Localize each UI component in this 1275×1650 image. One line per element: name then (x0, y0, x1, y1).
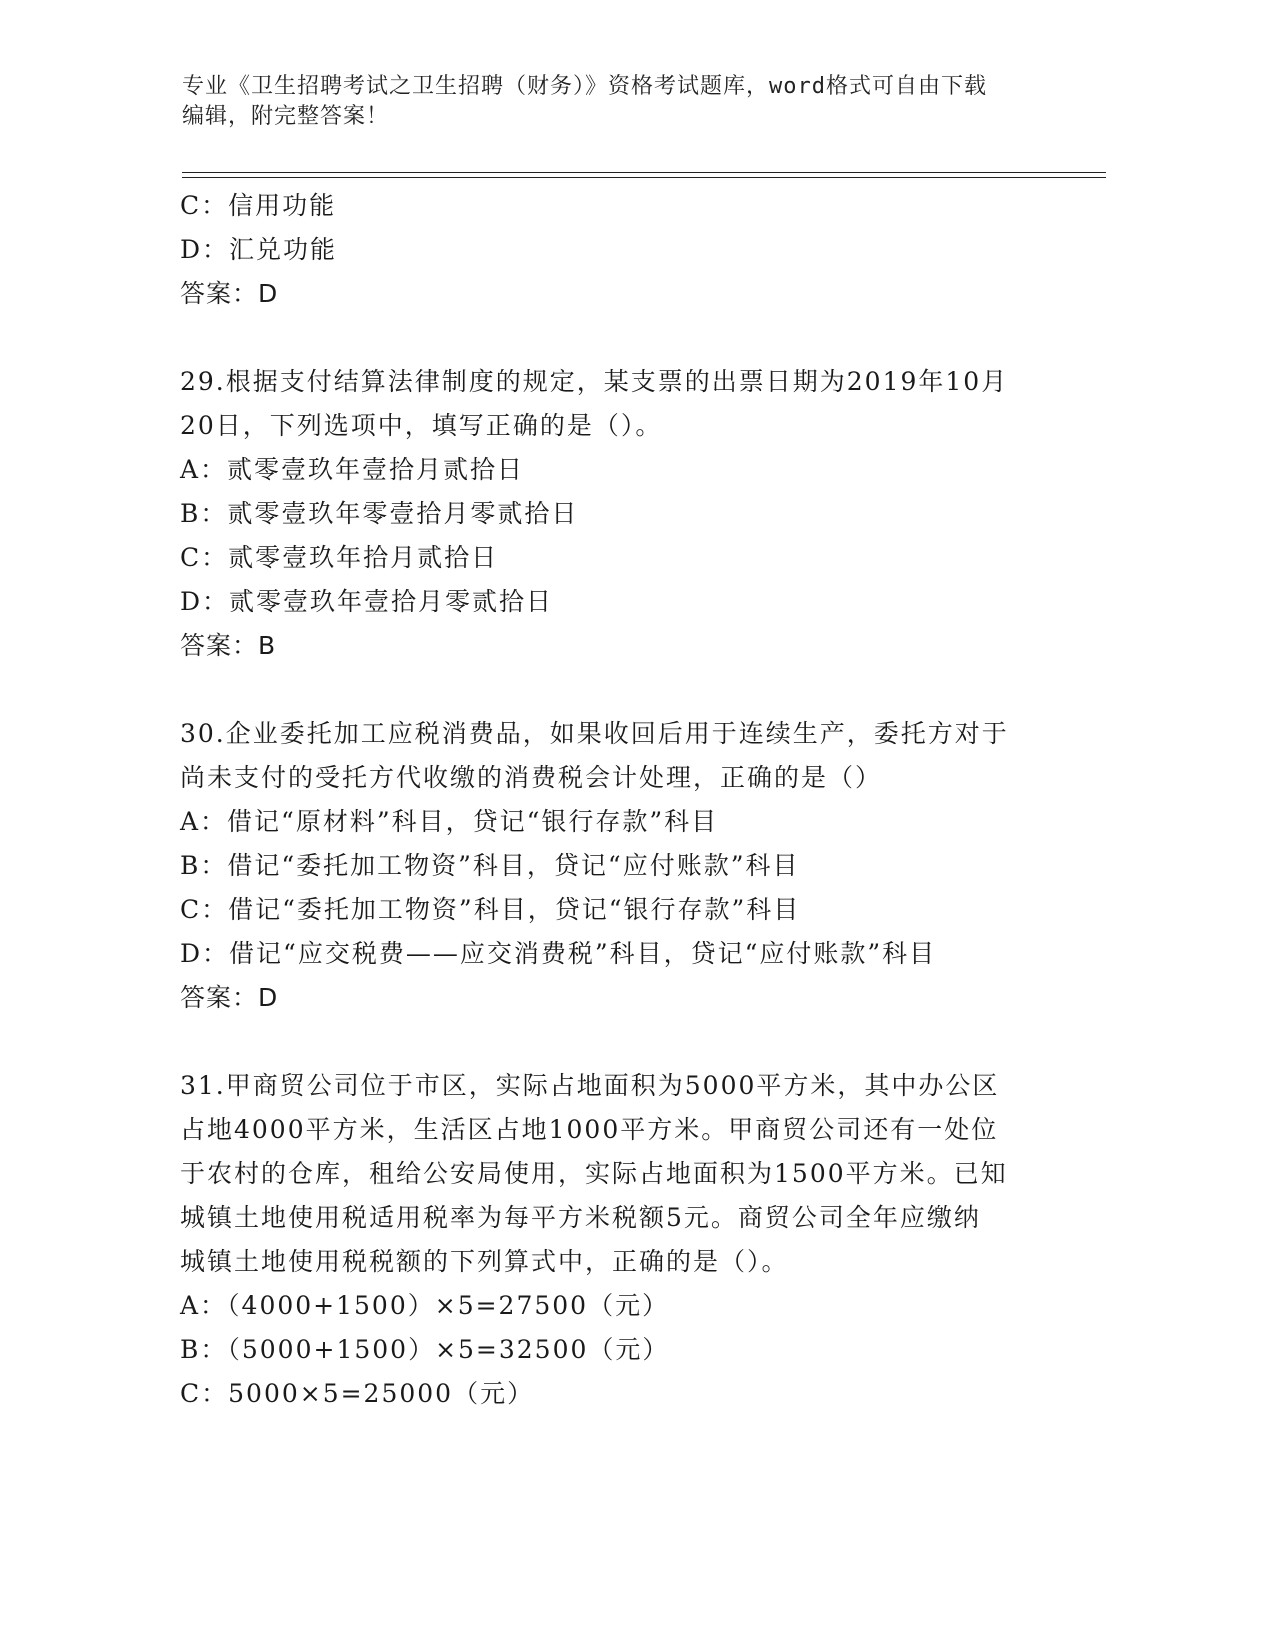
q28-option-c: C：信用功能 (180, 191, 337, 220)
q31-option-b: B：（5000+1500）×5=32500（元） (180, 1335, 670, 1364)
q30-option-a: A：借记“原材料”科目，贷记“银行存款”科目 (180, 807, 719, 836)
question-28-tail (180, 184, 1080, 316)
question-30 (180, 712, 1080, 1020)
q28-answer: 答案：D (180, 279, 279, 308)
q30-stem-line-2: 尚未支付的受托方代收缴的消费税会计处理，正确的是（） (180, 763, 883, 792)
q31-option-c: C：5000×5=25000（元） (180, 1379, 535, 1408)
header-divider-bottom (182, 177, 1106, 178)
q30-option-c: C：借记“委托加工物资”科目，贷记“银行存款”科目 (180, 895, 801, 924)
q28-option-d: D：汇兑功能 (180, 235, 338, 264)
question-31 (180, 1064, 1080, 1416)
q29-stem-line-2: 20日，下列选项中，填写正确的是（）。 (180, 411, 663, 440)
q29-option-d: D：贰零壹玖年壹拾月零贰拾日 (180, 587, 554, 616)
spacer (180, 668, 1080, 712)
header-line-1: 专业《卫生招聘考试之卫生招聘（财务）》资格考试题库，word格式可自由下载 (182, 74, 987, 99)
spacer (180, 1020, 1080, 1064)
q29-answer: 答案：B (180, 631, 277, 660)
header-line-2: 编辑，附完整答案！ (182, 104, 390, 129)
q31-stem-line-4: 城镇土地使用税适用税率为每平方米税额5元。商贸公司全年应缴纳 (180, 1203, 981, 1232)
header-divider-top (182, 172, 1106, 173)
q31-stem-line-1: 31.甲商贸公司位于市区，实际占地面积为5000平方米，其中办公区 (180, 1071, 1000, 1100)
q31-stem-line-5: 城镇土地使用税税额的下列算式中，正确的是（）。 (180, 1247, 789, 1276)
q29-stem-line-1: 29.根据支付结算法律制度的规定，某支票的出票日期为2019年10月 (180, 367, 1009, 396)
q30-option-d: D：借记“应交税费——应交消费税”科目，贷记“应付账款”科目 (180, 939, 937, 968)
q31-stem-line-3: 于农村的仓库，租给公安局使用，实际占地面积为1500平方米。已知 (180, 1159, 1008, 1188)
document-header (182, 72, 1062, 132)
question-content (180, 184, 1080, 1416)
q30-answer: 答案：D (180, 983, 279, 1012)
q31-stem-line-2: 占地4000平方米，生活区占地1000平方米。甲商贸公司还有一处位 (180, 1115, 999, 1144)
q30-stem-line-1: 30.企业委托加工应税消费品，如果收回后用于连续生产，委托方对于 (180, 719, 1009, 748)
q29-option-b: B：贰零壹玖年零壹拾月零贰拾日 (180, 499, 579, 528)
question-29 (180, 360, 1080, 668)
spacer (180, 316, 1080, 360)
q30-option-b: B：借记“委托加工物资”科目，贷记“应付账款”科目 (180, 851, 800, 880)
q29-option-a: A：贰零壹玖年壹拾月贰拾日 (180, 455, 525, 484)
q31-option-a: A：（4000+1500）×5=27500（元） (180, 1291, 670, 1320)
q29-option-c: C：贰零壹玖年拾月贰拾日 (180, 543, 499, 572)
